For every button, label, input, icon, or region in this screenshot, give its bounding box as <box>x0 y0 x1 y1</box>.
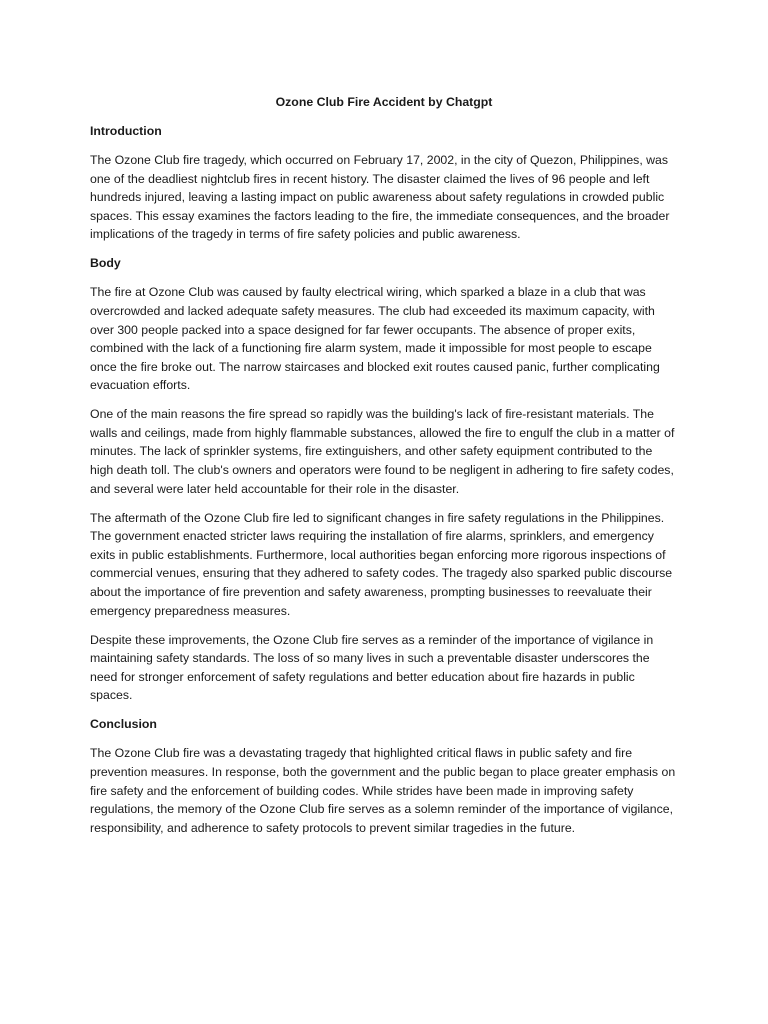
introduction-heading: Introduction <box>90 124 162 138</box>
body-paragraph-3: The aftermath of the Ozone Club fire led to significant changes in fire safety regulations in the Philippines. The government enacted stricter laws requiring the installation of fire alarms, sprinklers, and emergency exits in public establishments. Furthermore, local authorities began enforcing more rigorous inspections of commercial venues, ensuring that they adhered to safety codes. The tragedy also sparked public discourse about the importance of fire prevention and safety awareness, prompting businesses to reevaluate their emergency preparedness measures. <box>90 510 673 618</box>
conclusion-paragraph-1: The Ozone Club fire was a devastating tragedy that highlighted critical flaws in public safety and fire prevention measures. In response, both the government and the public began to place greater emphasis on fire safety and the enforcement of building codes. While strides have been made in improving safety regulations, the memory of the Ozone Club fire serves as a solemn reminder of the importance of vigilance, responsibility, and adherence to safety protocols to prevent similar tragedies in the future. <box>90 746 676 835</box>
introduction-paragraph-1: The Ozone Club fire tragedy, which occurred on February 17, 2002, in the city of Quezon, Philippines, was one of the deadliest nightclub fires in recent history. The disaster claimed the lives of 96 people and left hundreds injured, leaving a lasting impact on public awareness about safety regulations in crowded public spaces. This essay examines the factors leading to the fire, the immediate consequences, and the broader implications of the tragedy in terms of fire safety policies and public awareness. <box>90 152 670 242</box>
body-paragraph-2: One of the main reasons the fire spread so rapidly was the building's lack of fire-resistant materials. The walls and ceilings, made from highly flammable substances, allowed the fire to engulf the club in a matter of minutes. The lack of sprinkler systems, fire extinguishers, and other safety equipment contributed to the high death toll. The club's owners and operators were found to be negligent in adhering to fire safety codes, and several were later held accountable for their role in the disaster. <box>90 407 675 496</box>
body-paragraph-1: The fire at Ozone Club was caused by faulty electrical wiring, which sparked a blaze in a club that was overcrowded and lacked adequate safety measures. The club had exceeded its maximum capacity, with over 300 people packed into a space designed for far fewer occupants. The absence of proper exits, combined with the lack of a functioning fire alarm system, made it impossible for most people to escape once the fire broke out. The narrow staircases and blocked exit routes caused panic, further complicating evacuation efforts. <box>90 285 660 393</box>
document-title: Ozone Club Fire Accident by Chatgpt <box>275 95 493 109</box>
body-paragraph-4: Despite these improvements, the Ozone Club fire serves as a reminder of the importance of vigilance in maintaining safety standards. The loss of so many lives in such a preventable disaster underscores the need for stronger enforcement of safety regulations and better education about fire hazards in public spaces. <box>90 632 654 703</box>
conclusion-heading: Conclusion <box>90 717 157 732</box>
body-heading: Body <box>90 256 121 271</box>
